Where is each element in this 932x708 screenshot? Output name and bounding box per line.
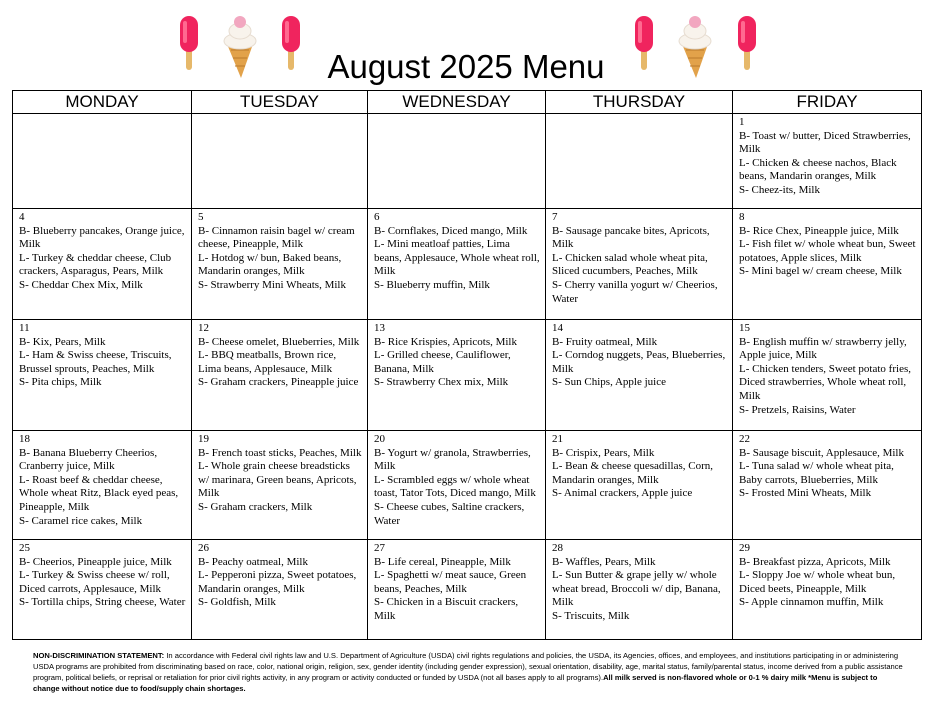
week-row <box>13 114 922 209</box>
lunch-item: L- Pepperoni pizza, Sweet potatoes, Mandarin oranges, Milk <box>198 569 357 595</box>
day-cell <box>368 320 546 431</box>
non-discrimination-statement <box>33 650 903 694</box>
day-number: 27 <box>374 542 385 554</box>
lunch-item: L- Hotdog w/ bun, Baked beans, Mandarin oranges, Milk <box>198 251 342 278</box>
day-cell <box>368 209 546 320</box>
day-cell <box>368 431 546 540</box>
snack-item: S- Cheez-its, Milk <box>739 183 820 196</box>
day-number: 6 <box>374 211 380 223</box>
day-number: 13 <box>374 322 385 334</box>
menu-calendar <box>12 90 922 640</box>
lunch-item: L- Turkey & Swiss cheese w/ roll, Diced carrots, Applesauce, Milk <box>19 569 170 595</box>
breakfast-item: B- Yogurt w/ granola, Strawberries, Milk <box>374 446 531 473</box>
weekday-header: MONDAY <box>13 91 192 114</box>
day-cell <box>192 540 368 640</box>
day-cell <box>13 540 192 640</box>
day-cell <box>13 431 192 540</box>
breakfast-item: B- Cinnamon raisin bagel w/ cream cheese, Pineapple, Milk <box>198 224 355 251</box>
day-cell <box>733 209 922 320</box>
day-cell <box>192 431 368 540</box>
snack-item: S- Cherry vanilla yogurt w/ Cheerios, Water <box>552 278 718 305</box>
snack-item: S- Sun Chips, Apple juice <box>552 376 666 389</box>
snack-item: S- Graham crackers, Pineapple juice <box>198 376 359 389</box>
snack-item: S- Goldfish, Milk <box>198 596 276 609</box>
day-cell <box>192 209 368 320</box>
day-cell <box>192 114 368 209</box>
breakfast-item: B- Toast w/ butter, Diced Strawberries, Milk <box>739 129 911 156</box>
breakfast-item: B- Breakfast pizza, Apricots, Milk <box>739 555 891 568</box>
snack-item: S- Caramel rice cakes, Milk <box>19 514 143 527</box>
snack-item: S- Strawberry Mini Wheats, Milk <box>198 278 346 291</box>
snack-item: S- Cheese cubes, Saltine crackers, Water <box>374 500 525 527</box>
statement-label: NON-DISCRIMINATION STATEMENT: <box>33 651 165 660</box>
snack-item: S- Tortilla chips, String cheese, Water <box>19 596 186 609</box>
day-number: 11 <box>19 322 30 334</box>
breakfast-item: B- Waffles, Pears, Milk <box>552 555 656 568</box>
week-row <box>13 540 922 640</box>
day-number: 14 <box>552 322 563 334</box>
lunch-item: L- Fish filet w/ whole wheat bun, Sweet potatoes, Apple slices, Milk <box>739 238 916 264</box>
day-cell <box>546 114 733 209</box>
week-row <box>13 320 922 431</box>
lunch-item: L- Chicken salad whole wheat pita, Sliced cucumbers, Peaches, Milk <box>552 251 708 278</box>
day-number: 5 <box>198 211 204 223</box>
day-cell <box>13 114 192 209</box>
snack-item: S- Chicken in a Biscuit crackers, Milk <box>374 596 519 622</box>
day-number: 25 <box>19 542 30 554</box>
snack-item: S- Cheddar Chex Mix, Milk <box>19 278 143 291</box>
breakfast-item: B- Crispix, Pears, Milk <box>552 446 655 459</box>
day-number: 21 <box>552 433 563 445</box>
lunch-item: L- Mini meatloaf patties, Lima beans, Applesauce, Whole wheat roll, Milk <box>374 238 540 278</box>
day-number: 4 <box>19 211 25 223</box>
snack-item: S- Strawberry Chex mix, Milk <box>374 376 509 389</box>
lunch-item: L- Spaghetti w/ meat sauce, Green beans, Peaches, Milk <box>374 569 527 595</box>
lunch-item: L- Bean & cheese quesadillas, Corn, Mandarin oranges, Milk <box>552 460 713 486</box>
day-number: 28 <box>552 542 563 554</box>
weekday-header-row <box>13 91 922 114</box>
snack-item: S- Blueberry muffin, Milk <box>374 278 490 291</box>
lunch-item: L- Chicken tenders, Sweet potato fries, Diced strawberries, Whole wheat roll, Milk <box>739 362 911 402</box>
lunch-item: L- Chicken & cheese nachos, Black beans, Mandarin oranges, Milk <box>739 156 897 183</box>
day-number: 18 <box>19 433 30 445</box>
lunch-item: L- Ham & Swiss cheese, Triscuits, Brussel sprouts, Peaches, Milk <box>19 349 172 375</box>
breakfast-item: B- English muffin w/ strawberry jelly, Apple juice, Milk <box>739 335 907 362</box>
weekday-header: THURSDAY <box>546 91 733 114</box>
day-number: 7 <box>552 211 558 223</box>
breakfast-item: B- Rice Chex, Pineapple juice, Milk <box>739 224 899 237</box>
lunch-item: L- Tuna salad w/ whole wheat pita, Baby carrots, Blueberries, Milk <box>739 460 894 486</box>
day-cell <box>368 540 546 640</box>
milk-note: All milk served is non-flavored whole or 0-1 % dairy milk *Menu is subject to change without notice due to food/supply chain shortages. <box>33 673 878 693</box>
day-cell <box>733 114 922 209</box>
day-number: 26 <box>198 542 209 554</box>
snack-item: S- Mini bagel w/ cream cheese, Milk <box>739 265 902 278</box>
breakfast-item: B- Sausage pancake bites, Apricots, Milk <box>552 224 710 251</box>
page-header <box>0 0 932 90</box>
day-number: 8 <box>739 211 745 223</box>
day-cell <box>192 320 368 431</box>
weekday-header: TUESDAY <box>192 91 368 114</box>
breakfast-item: B- Banana Blueberry Cheerios, Cranberry juice, Milk <box>19 446 158 473</box>
day-cell <box>546 540 733 640</box>
breakfast-item: B- Blueberry pancakes, Orange juice, Milk <box>19 224 185 251</box>
snack-item: S- Pretzels, Raisins, Water <box>739 403 856 416</box>
lunch-item: L- Grilled cheese, Cauliflower, Banana, Milk <box>374 349 511 375</box>
lunch-item: L- BBQ meatballs, Brown rice, Lima beans, Applesauce, Milk <box>198 349 337 375</box>
day-cell <box>368 114 546 209</box>
breakfast-item: B- Life cereal, Pineapple, Milk <box>374 555 511 568</box>
breakfast-item: B- French toast sticks, Peaches, Milk <box>198 446 362 459</box>
breakfast-item: B- Sausage biscuit, Applesauce, Milk <box>739 446 904 459</box>
breakfast-item: B- Cheerios, Pineapple juice, Milk <box>19 555 172 568</box>
lunch-item: L- Sloppy Joe w/ whole wheat bun, Diced beets, Pineapple, Milk <box>739 569 896 595</box>
week-row <box>13 209 922 320</box>
day-cell <box>13 209 192 320</box>
day-cell <box>546 320 733 431</box>
snack-item: S- Triscuits, Milk <box>552 609 630 622</box>
day-cell <box>733 431 922 540</box>
day-number: 1 <box>739 116 745 128</box>
weekday-header: WEDNESDAY <box>368 91 546 114</box>
day-number: 29 <box>739 542 750 554</box>
day-number: 15 <box>739 322 750 334</box>
snack-item: S- Animal crackers, Apple juice <box>552 487 693 500</box>
lunch-item: L- Whole grain cheese breadsticks w/ marinara, Green beans, Apricots, Milk <box>198 460 357 500</box>
day-cell <box>733 320 922 431</box>
breakfast-item: B- Cheese omelet, Blueberries, Milk <box>198 335 360 348</box>
lunch-item: L- Sun Butter & grape jelly w/ whole wheat bread, Broccoli w/ dip, Banana, Milk <box>552 569 721 609</box>
breakfast-item: B- Kix, Pears, Milk <box>19 335 106 348</box>
breakfast-item: B- Peachy oatmeal, Milk <box>198 555 308 568</box>
snack-item: S- Graham crackers, Milk <box>198 500 313 513</box>
lunch-item: L- Corndog nuggets, Peas, Blueberries, Milk <box>552 349 726 375</box>
breakfast-item: B- Rice Krispies, Apricots, Milk <box>374 335 517 348</box>
snack-item: S- Frosted Mini Wheats, Milk <box>739 487 872 500</box>
day-number: 12 <box>198 322 209 334</box>
weekday-header: FRIDAY <box>733 91 922 114</box>
day-cell <box>546 209 733 320</box>
day-cell <box>13 320 192 431</box>
day-cell <box>546 431 733 540</box>
day-cell <box>733 540 922 640</box>
snack-item: S- Apple cinnamon muffin, Milk <box>739 596 884 609</box>
breakfast-item: B- Fruity oatmeal, Milk <box>552 335 658 348</box>
lunch-item: L- Scrambled eggs w/ whole wheat toast, Tator Tots, Diced mango, Milk <box>374 473 536 500</box>
lunch-item: L- Roast beef & cheddar cheese, Whole wheat Ritz, Black eyed peas, Pineapple, Milk <box>19 473 179 513</box>
statement-text: In accordance with Federal civil rights law and U.S. Department of Agriculture (USDA) civil rights regulations and policies, the USDA, its Agencies, offices, and employees, and institutions participating in or administering USDA programs are prohibited from discriminating based on race, color, national origin, religion, sex, gender identity (including gender expression), sexual orientation, disability, age, marital status, family/parental status, income derived from a public assistance program, political beliefs, or reprisal or retaliation for prior civil rights activity, in any program or activity conducted or funded by USDA (not all bases apply to all programs). <box>33 651 903 682</box>
day-number: 20 <box>374 433 385 445</box>
week-row <box>13 431 922 540</box>
page-title: August 2025 Menu <box>327 48 605 85</box>
day-number: 19 <box>198 433 209 445</box>
breakfast-item: B- Cornflakes, Diced mango, Milk <box>374 224 528 237</box>
lunch-item: L- Turkey & cheddar cheese, Club crackers, Asparagus, Pears, Milk <box>19 251 172 278</box>
day-number: 22 <box>739 433 750 445</box>
snack-item: S- Pita chips, Milk <box>19 376 102 389</box>
